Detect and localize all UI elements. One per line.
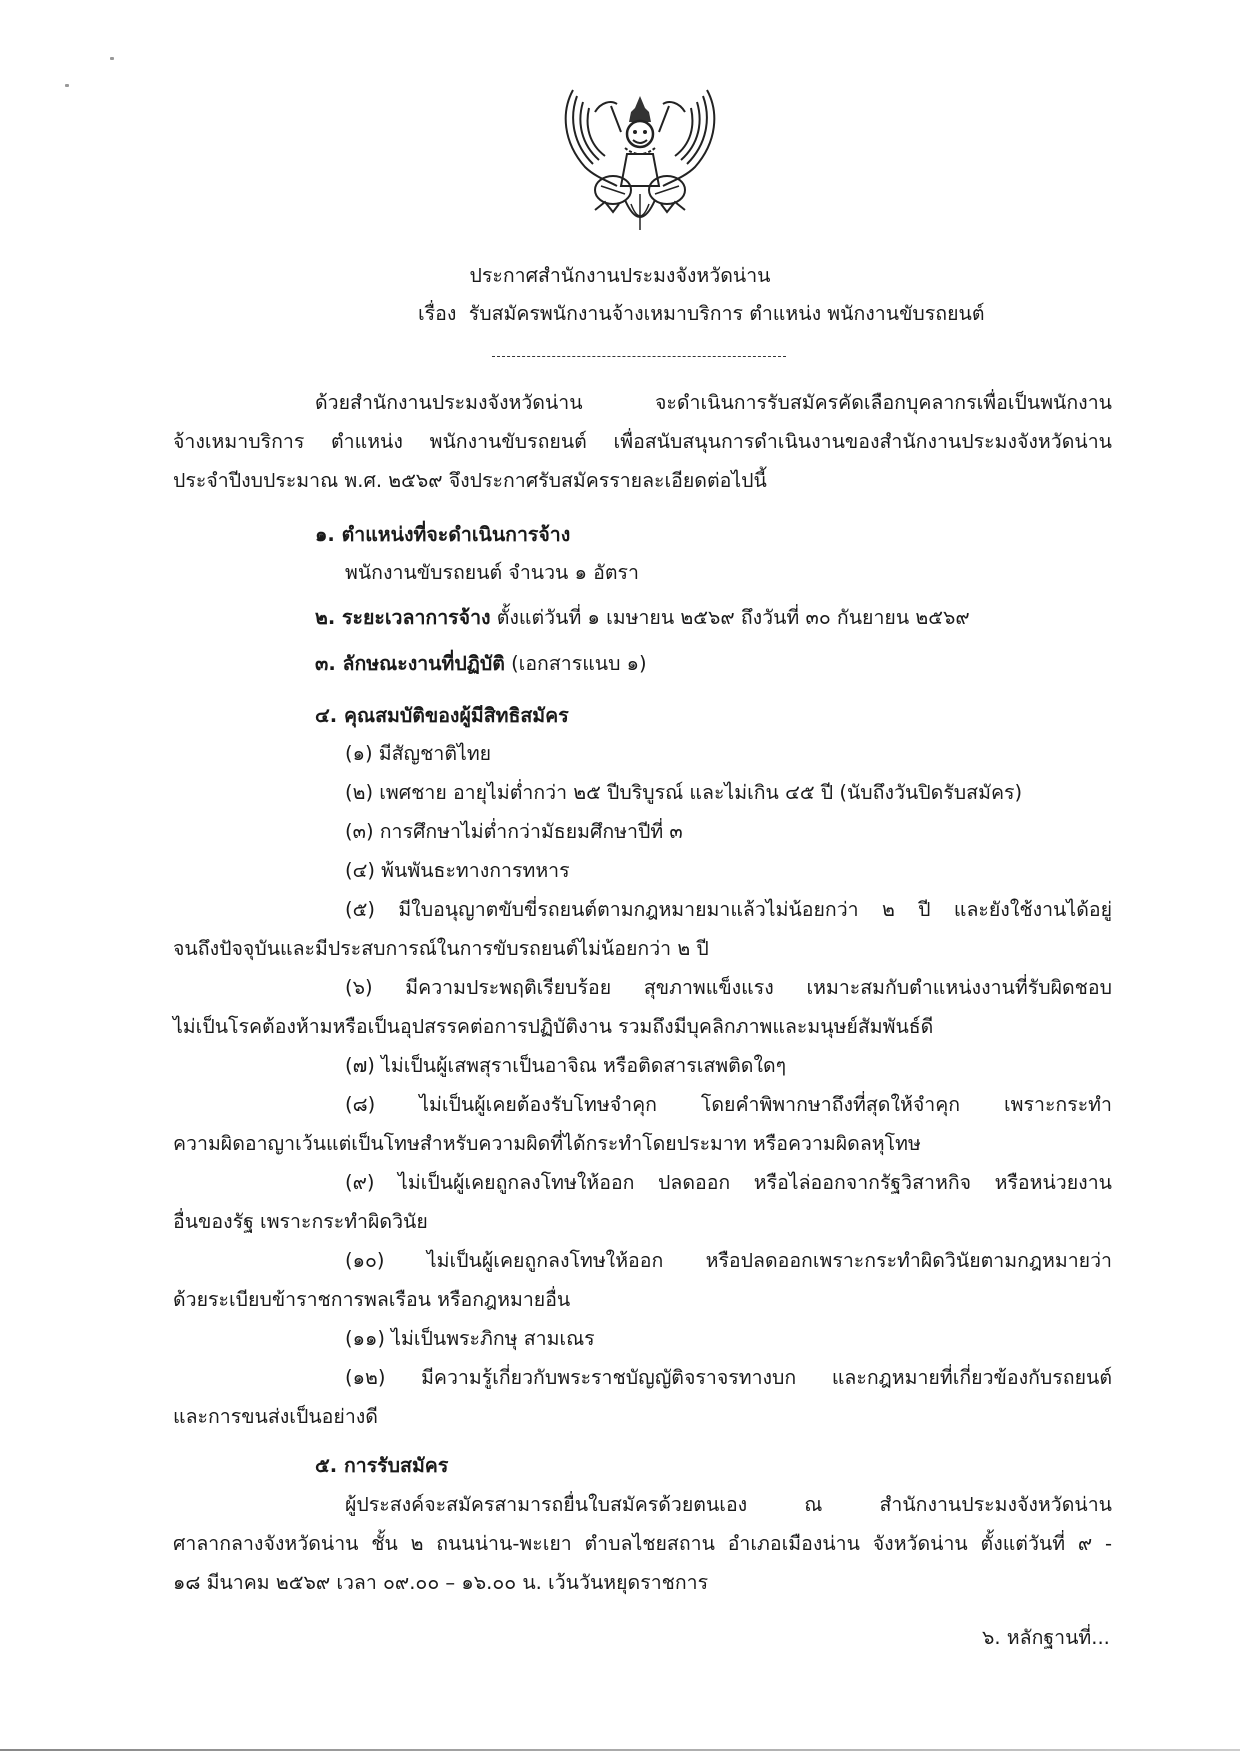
section-2-body: ตั้งแต่วันที่ ๑ เมษายน ๒๕๖๙ ถึงวันที่ ๓๐ กันยายน ๒๕๖๙ [496, 606, 970, 629]
qualification-8-line-1: (๘) ไม่เป็นผู้เคยต้องรับโทษจำคุก โดยคำพิพากษาถึงที่สุดให้จำคุก เพราะกระทำ [345, 1093, 1112, 1116]
announcement-title: ประกาศสำนักงานประมงจังหวัดน่าน [469, 264, 771, 287]
qualification-6-line-2: ไม่เป็นโรคต้องห้ามหรือเป็นอุปสรรคต่อการปฏิบัติงาน รวมถึงมีบุคลิกภาพและมนุษย์สัมพันธ์ดี [173, 1015, 934, 1038]
qualification-12-line-2: และการขนส่งเป็นอย่างดี [173, 1405, 378, 1428]
section-3-body: (เอกสารแนบ ๑) [511, 652, 647, 675]
intro-line-2: จ้างเหมาบริการ ตำแหน่ง พนักงานขับรถยนต์ เพื่อสนับสนุนการดำเนินงานของสำนักงานประมงจังหวัดน่าน [173, 430, 1112, 453]
section-5-heading: ๕. การรับสมัคร [315, 1454, 449, 1477]
qualification-11: (๑๑) ไม่เป็นพระภิกษุ สามเณร [345, 1327, 595, 1350]
subject-label: เรื่อง [418, 302, 457, 325]
qualification-8-line-2: ความผิดอาญาเว้นแต่เป็นโทษสำหรับความผิดที่ได้กระทำโดยประมาท หรือความผิดลหุโทษ [173, 1132, 921, 1155]
qualification-5-line-1: (๕) มีใบอนุญาตขับขี่รถยนต์ตามกฎหมายมาแล้วไม่น้อยกว่า ๒ ปี และยังใช้งานได้อยู่ [345, 898, 1112, 921]
qualification-5-line-2: จนถึงปัจจุบันและมีประสบการณ์ในการขับรถยนต์ไม่น้อยกว่า ๒ ปี [173, 937, 709, 960]
section-4-heading: ๔. คุณสมบัติของผู้มีสิทธิสมัคร [315, 704, 569, 727]
qualification-2: (๒) เพศชาย อายุไม่ต่ำกว่า ๒๕ ปีบริบูรณ์ และไม่เกิน ๔๕ ปี (นับถึงวันปิดรับสมัคร) [345, 781, 1023, 804]
qualification-4: (๔) พ้นพันธะทางการทหาร [345, 859, 570, 882]
scan-speck [65, 84, 69, 87]
section-5-line-2: ศาลากลางจังหวัดน่าน ชั้น ๒ ถนนน่าน-พะเยา ตำบลไชยสถาน อำเภอเมืองน่าน จังหวัดน่าน ตั้งแต่วันที่ ๙ - [173, 1532, 1112, 1555]
scan-edge-line [0, 1749, 1240, 1751]
qualification-9-line-2: อื่นของรัฐ เพราะกระทำผิดวินัย [173, 1210, 428, 1233]
intro-line-3: ประจำปีงบประมาณ พ.ศ. ๒๕๖๙ จึงประกาศรับสมัครรายละเอียดต่อไปนี้ [173, 469, 767, 492]
scan-speck [110, 57, 114, 60]
qualification-10-line-2: ด้วยระเบียบข้าราชการพลเรือน หรือกฎหมายอื่น [173, 1288, 571, 1311]
section-1-body: พนักงานขับรถยนต์ จำนวน ๑ อัตรา [345, 561, 639, 584]
section-2 [315, 604, 970, 632]
section-1-heading: ๑. ตำแหน่งที่จะดำเนินการจ้าง [315, 523, 571, 546]
qualification-6-line-1: (๖) มีความประพฤติเรียบร้อย สุขภาพแข็งแรง เหมาะสมกับตำแหน่งงานที่รับผิดชอบ [345, 976, 1112, 999]
section-2-heading: ๒. ระยะเวลาการจ้าง [315, 606, 491, 629]
continuation-marker: ๖. หลักฐานที่... [982, 1626, 1110, 1649]
qualification-9-line-1: (๙) ไม่เป็นผู้เคยถูกลงโทษให้ออก ปลดออก หรือไล่ออกจากรัฐวิสาหกิจ หรือหน่วยงาน [345, 1171, 1112, 1194]
qualification-10-line-1: (๑๐) ไม่เป็นผู้เคยถูกลงโทษให้ออก หรือปลดออกเพราะกระทำผิดวินัยตามกฎหมายว่า [345, 1249, 1112, 1272]
section-3 [315, 650, 647, 678]
announcement-subject [418, 300, 984, 328]
section-5-line-1: ผู้ประสงค์จะสมัครสามารถยื่นใบสมัครด้วยตนเอง ณ สำนักงานประมงจังหวัดน่าน [345, 1493, 1112, 1516]
qualification-1: (๑) มีสัญชาติไทย [345, 742, 492, 765]
intro-line-1: ด้วยสำนักงานประมงจังหวัดน่าน จะดำเนินการรับสมัครคัดเลือกบุคลากรเพื่อเป็นพนักงาน [315, 391, 1112, 414]
qualification-3: (๓) การศึกษาไม่ต่ำกว่ามัธยมศึกษาปีที่ ๓ [345, 820, 683, 843]
qualification-12-line-1: (๑๒) มีความรู้เกี่ยวกับพระราชบัญญัติจราจรทางบก และกฎหมายที่เกี่ยวข้องกับรถยนต์ [345, 1366, 1112, 1389]
section-5-line-3: ๑๘ มีนาคม ๒๕๖๙ เวลา ๐๙.๐๐ – ๑๖.๐๐ น. เว้นวันหยุดราชการ [173, 1571, 709, 1594]
title-separator [492, 356, 786, 357]
subject-text: รับสมัครพนักงานจ้างเหมาบริการ ตำแหน่ง พนักงานขับรถยนต์ [468, 302, 985, 325]
qualification-7: (๗) ไม่เป็นผู้เสพสุราเป็นอาจิณ หรือติดสารเสพติดใดๆ [345, 1054, 787, 1077]
section-3-heading: ๓. ลักษณะงานที่ปฏิบัติ [315, 652, 505, 675]
garuda-emblem-icon [555, 82, 725, 234]
